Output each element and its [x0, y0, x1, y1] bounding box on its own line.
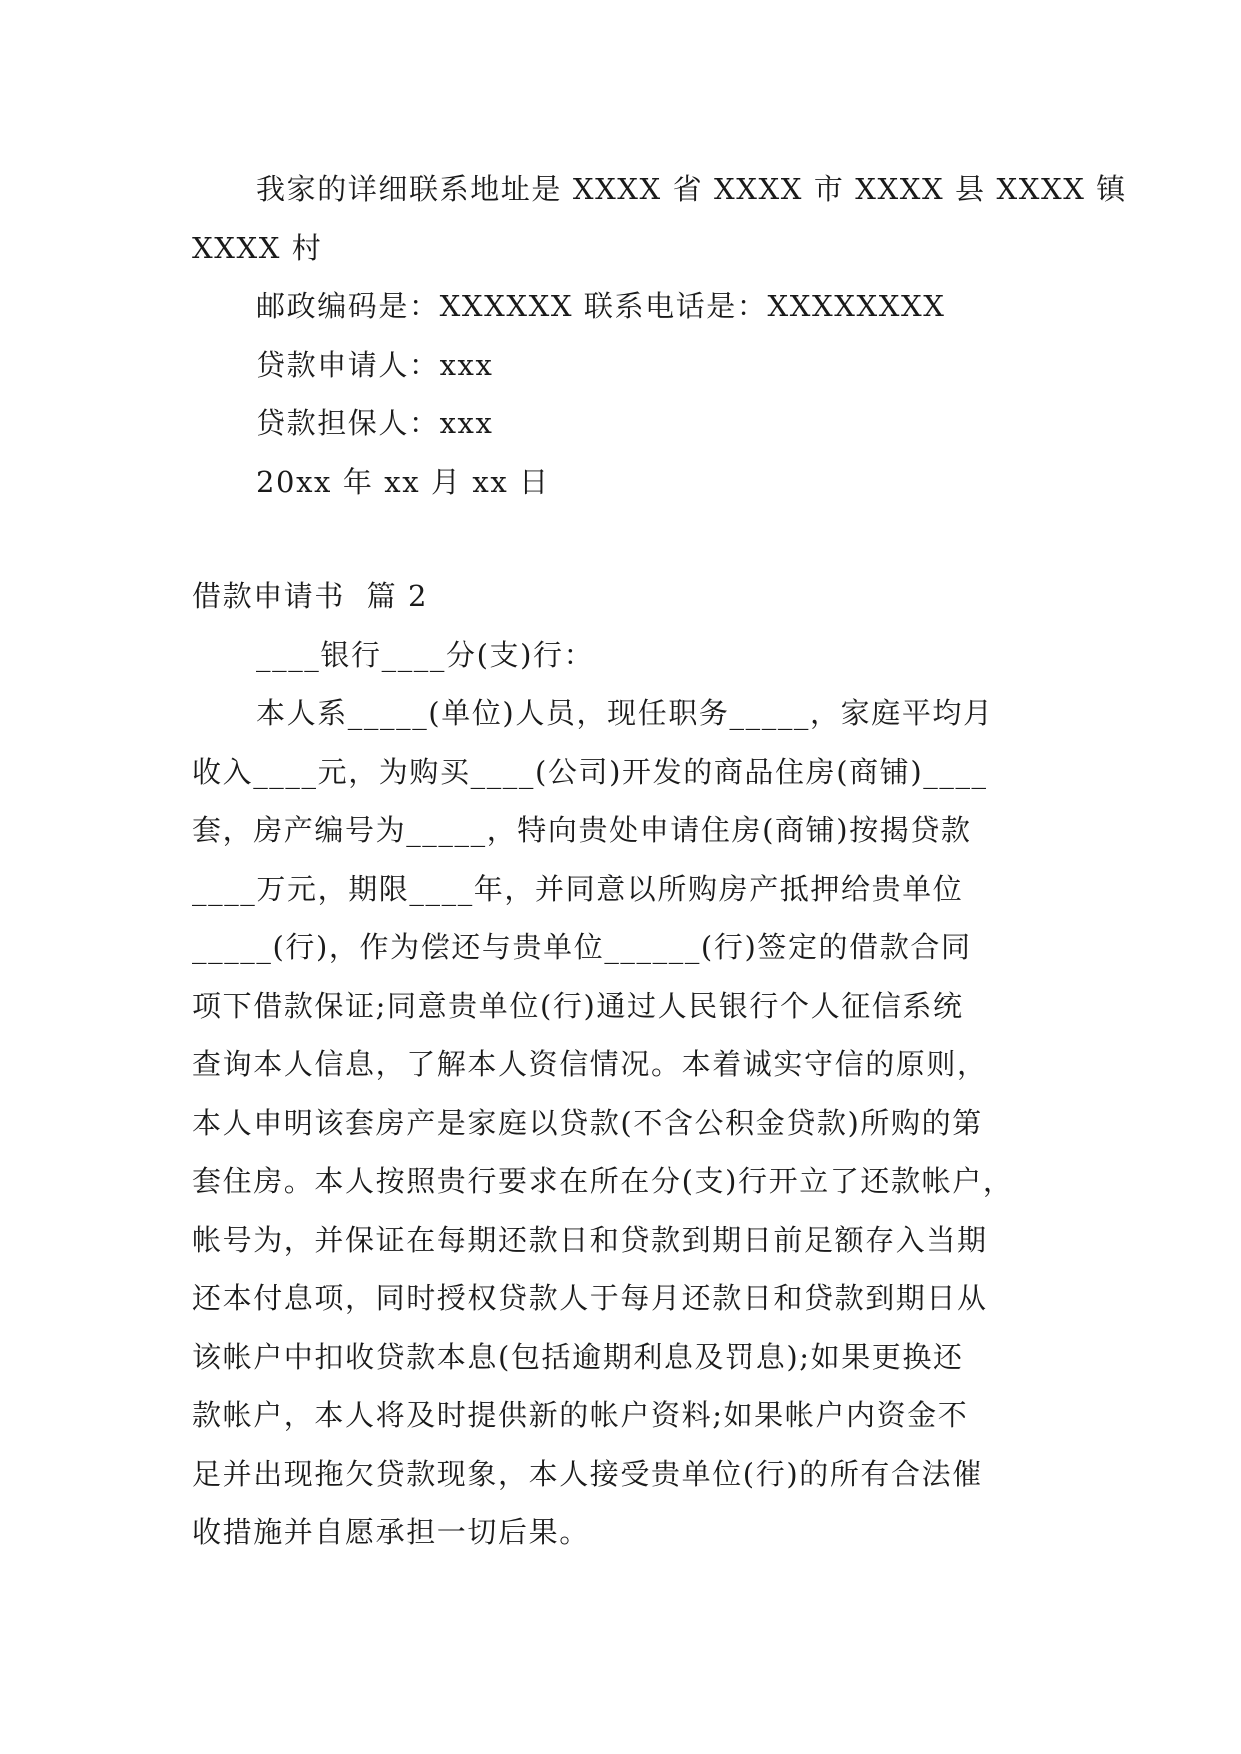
address-line-2: XXXX 村: [192, 230, 323, 265]
guarantor-line: 贷款担保人：xxx: [256, 406, 494, 440]
paragraph-line: 查询本人信息，了解本人资信情况。本着诚实守信的原则，: [192, 1047, 988, 1081]
paragraph-line: 本人系_____(单位)人员，现任职务_____，家庭平均月: [256, 696, 994, 730]
section-heading: 借款申请书 篇 2: [192, 579, 429, 613]
postal-phone-line: 邮政编码是：XXXXXX 联系电话是：XXXXXXXX: [256, 289, 946, 323]
paragraph-line: 套，房产编号为_____，特向贵处申请住房(商铺)按揭贷款: [192, 813, 972, 847]
paragraph-line: 足并出现拖欠贷款现象，本人接受贵单位(行)的所有合法催: [192, 1456, 983, 1491]
paragraph-line: 帐号为，并保证在每期还款日和贷款到期日前足额存入当期: [192, 1222, 988, 1257]
paragraph-line: 收入____元，为购买____(公司)开发的商品住房(商铺)____: [192, 754, 988, 789]
applicant-line: 贷款申请人：xxx: [256, 347, 494, 382]
address-line-1: 我家的详细联系地址是 XXXX 省 XXXX 市 XXXX 县 XXXX 镇: [256, 172, 1127, 206]
paragraph-line: 款帐户，本人将及时提供新的帐户资料;如果帐户内资金不: [192, 1398, 969, 1432]
section-gap: [192, 511, 1066, 567]
paragraph-line: 收措施并自愿承担一切后果。: [192, 1515, 590, 1549]
salutation-line: ____银行____分(支)行：: [256, 637, 595, 672]
application-paragraph: [192, 684, 1066, 1562]
date-line: 20xx 年 xx 月 xx 日: [256, 464, 550, 499]
paragraph-line: _____(行)，作为偿还与贵单位______(行)签定的借款合同: [192, 930, 972, 964]
paragraph-line: 项下借款保证;同意贵单位(行)通过人民银行个人征信系统: [192, 988, 964, 1023]
paragraph-line: 还本付息项，同时授权贷款人于每月还款日和贷款到期日从: [192, 1281, 988, 1315]
paragraph-line: ____万元，期限____年，并同意以所购房产抵押给贵单位: [192, 871, 964, 906]
paragraph-line: 本人申明该套房产是家庭以贷款(不含公积金贷款)所购的第: [192, 1105, 983, 1140]
document-body: [192, 160, 1127, 1562]
paragraph-line: 该帐户中扣收贷款本息(包括逾期利息及罚息);如果更换还: [192, 1339, 964, 1374]
paragraph-line: 套住房。本人按照贵行要求在所在分(支)行开立了还款帐户，: [192, 1164, 1014, 1198]
